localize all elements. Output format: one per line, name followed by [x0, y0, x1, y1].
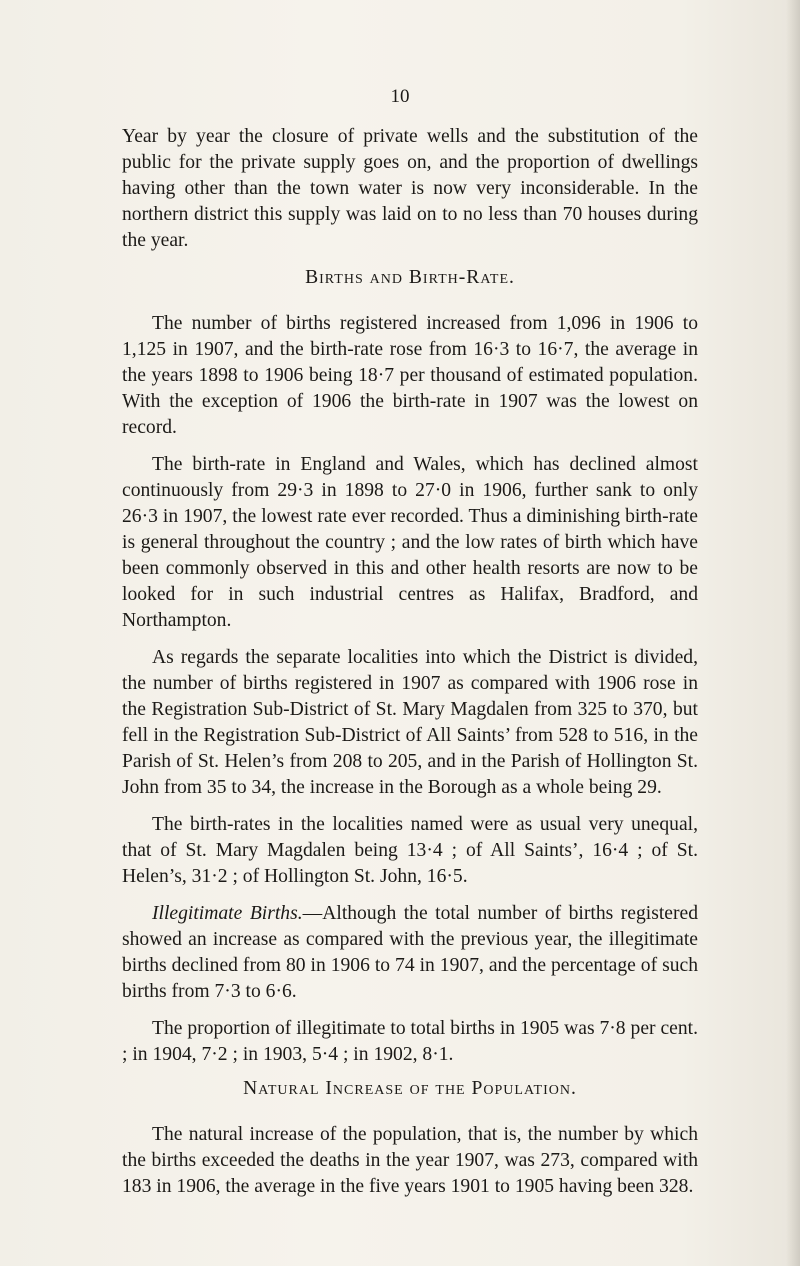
paragraph-localities: As regards the separate localities into which the District is divided, the number of births registered in 1907 as compared with 1906 rose in the Registration Sub-District of St. Mary Magdalen from 325 to 370, but fell in the Registration Sub-District of All Saints’ from 528 to 516, in the Parish of St. Helen’s from 208 to 205, and in the Parish of Hollington St. John from 35 to 34, the increase in the Borough as a whole being 29. [122, 647, 698, 798]
illegitimate-births-label: Illegitimate Births. [152, 903, 303, 924]
paragraph-water-supply: Year by year the closure of private wells and the substitution of the public for the private supply goes on, and the proportion of dwellings having other than the town water is now very inconsiderable. In the northern district this supply was laid on to no less than 70 houses during the year. [122, 126, 698, 251]
paragraph-illegitimate-proportion: The proportion of illegitimate to total births in 1905 was 7·8 per cent. ; in 1904, 7·2 ; in 1903, 5·4 ; in 1902, 8·1. [122, 1018, 698, 1065]
body-text [122, 124, 698, 1211]
paragraph-illegitimate-births [122, 901, 698, 1005]
page-number: 10 [390, 86, 410, 107]
page-edge-shadow [786, 0, 800, 1266]
heading-natural-increase: Natural Increase of the Population. [243, 1078, 577, 1099]
paragraph-natural-increase: The natural increase of the population, that is, the number by which the births exceeded the deaths in the year 1907, was 273, compared with 183 in 1906, the average in the five years 1901 to 1905 having been 328. [122, 1124, 698, 1197]
illegitimate-births-text: —Although the total number of births registered showed an increase as compared with the previous year, the illegitimate births declined from 80 in 1906 to 74 in 1907, and the percentage of such births from 7·3 to 6·6. [122, 903, 698, 1002]
heading-births-and-birth-rate: Births and Birth-Rate. [305, 267, 515, 288]
paragraph-births-increase: The number of births registered increased from 1,096 in 1906 to 1,125 in 1907, and the birth-rate rose from 16·3 to 16·7, the average in the years 1898 to 1906 being 18·7 per thousand of estimated population. With the exception of 1906 the birth-rate in 1907 was the lowest on record. [122, 313, 698, 438]
paragraph-birth-rates-localities: The birth-rates in the localities named were as usual very unequal, that of St. Mary Magdalen being 13·4 ; of All Saints’, 16·4 ; of St. Helen’s, 31·2 ; of Hollington St. John, 16·5. [122, 814, 698, 887]
paragraph-england-wales: The birth-rate in England and Wales, which has declined almost continuously from 29·3 in 1898 to 27·0 in 1906, further sank to only 26·3 in 1907, the lowest rate ever recorded. Thus a diminishing birth-rate is general throughout the country ; and the low rates of birth which have been commonly observed in this and other health resorts are now to be looked for in such industrial centres as Halifax, Bradford, and Northampton. [122, 454, 698, 631]
